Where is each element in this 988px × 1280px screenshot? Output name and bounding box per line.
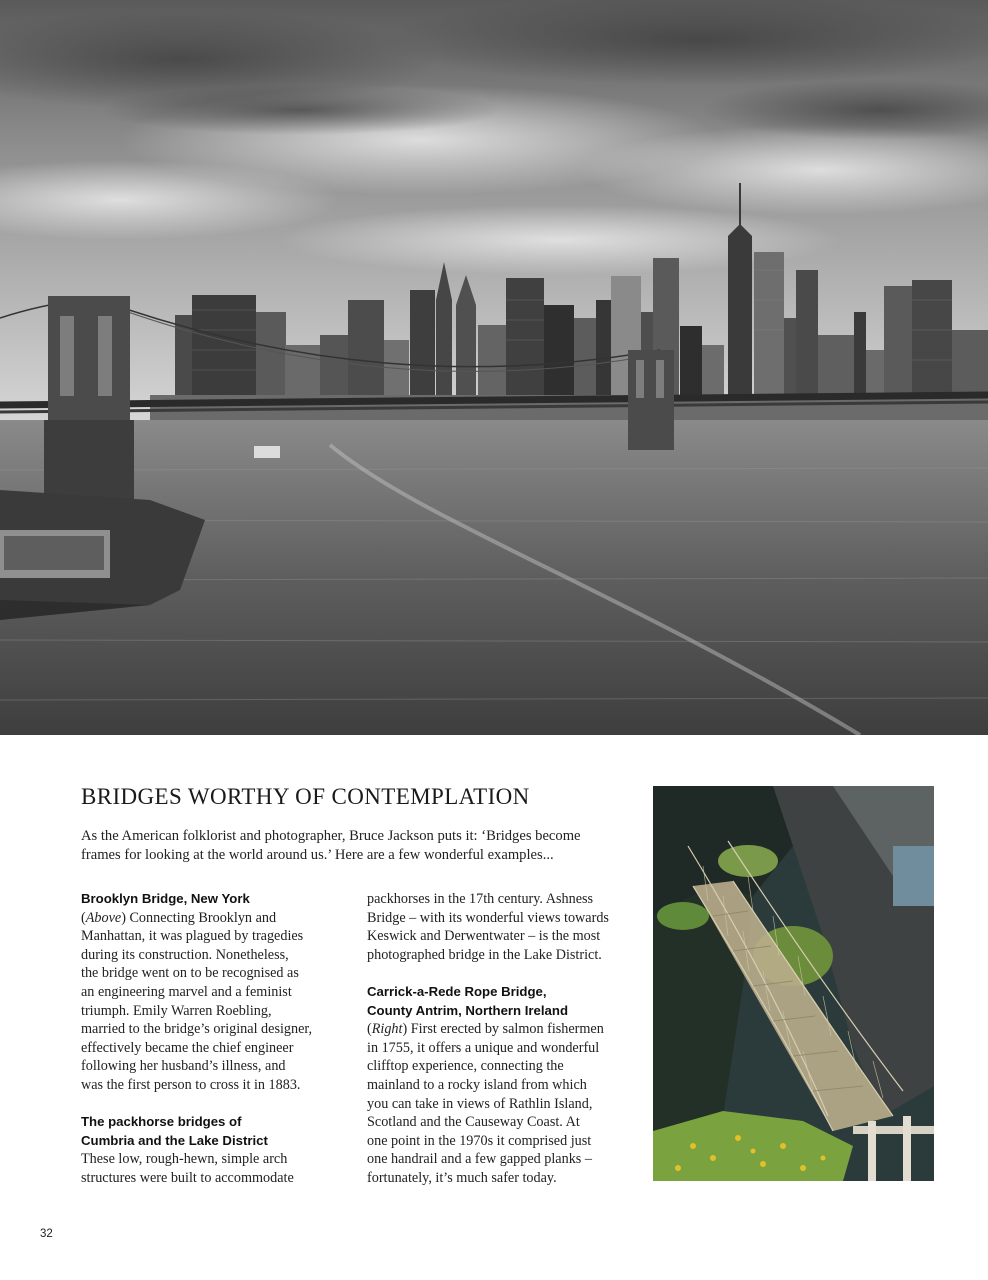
image-ref: Above — [85, 909, 122, 926]
body-line: photographed bridge in the Lake District. — [367, 946, 602, 963]
body-line: one handrail and a few gapped planks – — [367, 1151, 592, 1168]
text-column-left — [81, 890, 343, 1206]
intro-line: As the American folklorist and photographer, Bruce Jackson puts it: ‘Bridges become — [81, 828, 581, 844]
body-line: (Right) First erected by salmon fishermen — [367, 1021, 604, 1038]
body-line: an engineering marvel and a feminist — [81, 983, 292, 1000]
article-heading: BRIDGES WORTHY OF CONTEMPLATION — [81, 784, 530, 809]
image-ref: Right — [371, 1021, 403, 1038]
body-line: structures were built to accommodate — [81, 1169, 294, 1186]
body-line: Keswick and Derwentwater – is the most — [367, 928, 601, 945]
article-intro — [81, 827, 641, 864]
body-line: packhorses in the 17th century. Ashness — [367, 891, 594, 907]
body-line: Scotland and the Causeway Coast. At — [367, 1114, 580, 1131]
body-line: one point in the 1970s it comprised just — [367, 1132, 592, 1149]
body-line: during its construction. Nonetheless, — [81, 946, 289, 963]
body-line: was the first person to cross it in 1883. — [81, 1076, 301, 1093]
section-title: County Antrim, Northern Ireland — [367, 1002, 568, 1018]
section-packhorse-bridges — [81, 1113, 343, 1187]
body-line: following her husband’s illness, and — [81, 1058, 286, 1075]
body-line: (Above) Connecting Brooklyn and — [81, 909, 277, 926]
body-line: triumph. Emily Warren Roebling, — [81, 1002, 272, 1019]
body-line: the bridge went on to be recognised as — [81, 965, 299, 982]
section-title: Brooklyn Bridge, New York — [81, 891, 250, 906]
body-line: Manhattan, it was plagued by tragedies — [81, 928, 304, 945]
body-line: clifftop experience, connecting the — [367, 1058, 564, 1075]
body-line: married to the bridge’s original designer, — [81, 1021, 313, 1038]
text-column-right — [367, 890, 629, 1206]
side-photo-rope-bridge — [653, 786, 934, 1181]
body-line: you can take in views of Rathlin Island, — [367, 1095, 593, 1112]
page-number: 32 — [40, 1228, 53, 1240]
section-title: The packhorse bridges of — [81, 1114, 242, 1130]
body-line: in 1755, it offers a unique and wonderful — [367, 1039, 600, 1056]
body-line: These low, rough-hewn, simple arch — [81, 1151, 288, 1168]
section-carrick-a-rede — [367, 983, 629, 1188]
body-line: fortunately, it’s much safer today. — [367, 1169, 557, 1186]
section-packhorse-continued — [367, 890, 629, 964]
intro-line: frames for looking at the world around us.’ Here are a few wonderful examples... — [81, 846, 554, 863]
body-line: mainland to a rocky island from which — [367, 1076, 587, 1093]
section-title: Carrick-a-Rede Rope Bridge, — [367, 983, 547, 999]
section-title: Cumbria and the Lake District — [81, 1132, 268, 1148]
section-brooklyn-bridge — [81, 890, 343, 1095]
body-line: Bridge – with its wonderful views towards — [367, 909, 609, 926]
body-line: effectively became the chief engineer — [81, 1039, 294, 1056]
